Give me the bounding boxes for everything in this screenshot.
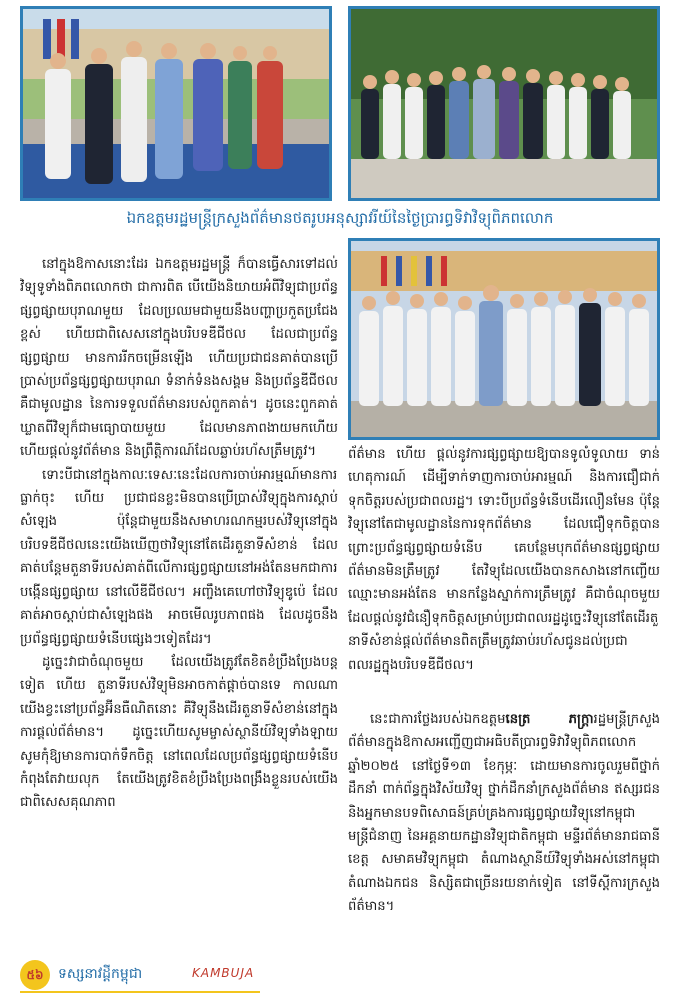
speech-intro: នេះជាការថ្លែងរបស់ឯកឧត្តម — [370, 712, 506, 727]
paragraph: ទោះបីជានៅក្នុងកាលៈទេសៈនេះដែលការចាប់អារម្មណ៍មានការធ្លាក់ចុះ ហើយ ប្រជាជនខ្លះមិនបានប្រើប្រាស់វិទ្យុក្នុងការស្តាប់សំឡេង ប៉ុន្តែជាមួយនឹងសមាហរណកម្មរបស់វិទ្យុនៅក្នុងបរិបទឌីជីថលនេះយើងឃើញថាវិទ្យុនៅតែដើរតួនាទីសំខាន់ ដែលគាត់បន្តែមតួនាទីរបស់គាត់ពីលើការផ្សព្វផ្សាយនៅអង់តែនមកជាការបង្កើនផ្សព្វផ្សាយ នៅលើឌីជីថល។ អញ្ចឹងគេហៅថាវិទ្យុឌូប៉េ ដែលគាត់អាចស្តាប់ជាសំឡេងផង អាចមើលរូបភាពផង ដែលដូចនឹងប្រព័ន្ធផ្សព្វផ្សាយទំនើបផ្សេងៗទៀតដែរ។ — [20, 467, 338, 647]
paragraph: ដូច្នេះវាជាចំណុចមួយ ដែលយើងត្រូវតែខិតខំប្រឹងប្រែងបន្តទៀត ហើយ តួនាទីរបស់វិទ្យុមិនអាចកាត់ផ្តាច់បានទេ កាលណាយើងខ្វះនៅប្រព័ន្ធអ៊ីនធឺណិតនោះ គឺវិទ្យុនឹងដើរតួនាទីសំខាន់នៅក្នុងការផ្តល់ព័ត៌មាន។ ដូច្នេះហើយសូមម្ចាស់ស្ថានីយ៍វិទ្យុទាំងឡាយ សូមកុំឱ្យមានការបាក់ទឹកចិត្ត នៅពេលដែលប្រព័ន្ធផ្សព្វផ្សាយទំនើបកំពុងតែវាយលុក តែយើងត្រូវខិតខំប្រឹងប្រែងពង្រឹងខ្លួនរបស់យើង ជាពិសេសគុណភាព — [20, 654, 338, 811]
minister-name: នេត្រ ភក្ត្រា — [505, 712, 594, 727]
page-footer — [20, 958, 260, 992]
magazine-latin-name: KAMBUJA — [192, 966, 255, 980]
photo-top-right-image — [351, 9, 657, 198]
speech-rest: រដ្ឋមន្ត្រីក្រសួងព័ត៌មានក្នុងឱកាសអញ្ជើញជាអធិបតីប្រារព្ធទិវាវិទ្យុពិភពលោកឆ្នាំ២០២៥ នៅថ្ងៃទី១៣ ខែកុម្ភៈ ដោយមានការចូលរួមពីថ្នាក់ដឹកនាំ ពាក់ព័ន្ធក្នុងវិស័យវិទ្យុ ថ្នាក់ដឹកនាំក្រសួងព័ត៌មាន ឥស្សរជន និងអ្នកមានបទពិសោធន៍គ្រប់គ្រងការផ្សព្វផ្សាយវិទ្យុនៅកម្ពុជា មន្ត្រីជំនាញ នៃអគ្គនាយកដ្ឋានវិទ្យុជាតិកម្ពុជា មន្ទីរព័ត៌មានរាជធានីខេត្ត សមាគមវិទ្យុកម្ពុជា តំណាងស្ថានីយ៍វិទ្យុទាំងអស់នៅកម្ពុជា តំណាងឯកជន និស្សិតជាច្រើនរយនាក់ទៀត នៅទីស្តីការក្រសួងព័ត៌មាន។ — [348, 712, 660, 915]
photo-top-left-image — [23, 9, 329, 198]
photo-mid-right — [348, 238, 660, 440]
photo-top-left — [20, 6, 332, 201]
footer-rule — [20, 991, 260, 993]
paragraph: ព័ត៌មាន ហើយ ផ្តល់នូវការផ្សព្វផ្សាយឱ្យបានទូលំទូលាយ ទាន់ហេតុការណ៍ ដើម្បីទាក់ទាញការចាប់អារម្មណ៍ និងការជឿជាក់ ទុកចិត្តរបស់ប្រជាពលរដ្ឋ។ ទោះបីប្រព័ន្ធទំនើបដើរលឿនមែន ប៉ុន្តែវិទ្យុនៅតែជាមូលដ្ឋាននៃការទុកព័ត៌មាន ដែលជឿទុកចិត្តបាន ព្រោះប្រព័ន្ធផ្សព្វផ្សាយទំនើប គេបន្ថែមបុកព័ត៌មានផ្សព្វផ្សាយព័ត៌មានមិនត្រឹមត្រូវ តែវិទ្យុដែលយើងបានកសាងនៅកញ្ចើយឈ្មោះមានអង់តែន មានកន្លែងស្នាក់ការត្រឹមត្រូវ គឺជាចំណុចមួយ ដែលផ្តល់នូវជំនឿទុកចិត្តសម្រាប់ប្រជាពលរដ្ឋដូច្នេះវិទ្យុនៅតែដើរតួនាទីសំខាន់ផ្តល់ព័ត៌មានពិតត្រឹមត្រូវឆាប់រហ័សជូនដល់ប្រជាពលរដ្ឋក្នុងបរិបទឌីជីថល។ — [348, 447, 660, 673]
paragraph — [348, 708, 660, 919]
photo-top-right — [348, 6, 660, 201]
article-left-column — [20, 253, 338, 953]
photo-caption: ឯកឧត្តមរដ្ឋមន្ត្រីក្រសួងព័ត៌មានថតរូបអនុស្សាវរីយ៍នៃថ្ងៃប្រារព្ធទិវាវិទ្យុពិភពលោក — [126, 209, 554, 227]
paragraph: នៅក្នុងឱកាសនោះដែរ ឯកឧត្តមរដ្ឋមន្ត្រី ក៏បានធ្វើសារទៅដល់វិទ្យុទូទាំងពិភពលោកថា ជាការពិត បើយើងនិយាយអំពីវិទ្យុជាប្រព័ន្ធផ្សព្វផ្សាយបុរាណមួយ ដែលប្រឈមជាមួយនឹងបញ្ហាប្រកួតប្រជែងខ្ពស់ ហើយជាពិសេសនៅក្នុងបរិបទឌីជីថល ដែលជាប្រព័ន្ធផ្សព្វផ្សាយ មានការរីកចម្រើនឡើង ហើយប្រជាជនគាត់បានប្រើប្រាស់ប្រព័ន្ធផ្សព្វផ្សាយបុរាណ ទំនាក់ទំនងសង្គម និងប្រព័ន្ធឌីជីថល គឺជាមូលដ្ឋាន នៃការទទួលព័ត៌មានរបស់ពួកគាត់។ ដូចនេះពួកគាត់ឃ្លាតពីវិទ្យុក៏ជាមធ្យោបាយមួយ ដែលមានភាពងាយមកហើយ ហើយផ្តល់នូវព័ត៌មាន និងព្រឹត្តិការណ៍ដែលឆ្លាប់រហ័សត្រឹមត្រូវ។ — [20, 257, 338, 460]
article-right-column-bottom — [348, 708, 660, 954]
page-number: ៥៦ — [20, 960, 50, 990]
photo-mid-right-image — [351, 241, 657, 437]
article-right-column-top — [348, 443, 660, 705]
magazine-name: ទស្សនាវដ្តីកម្ពុជា — [58, 966, 143, 982]
